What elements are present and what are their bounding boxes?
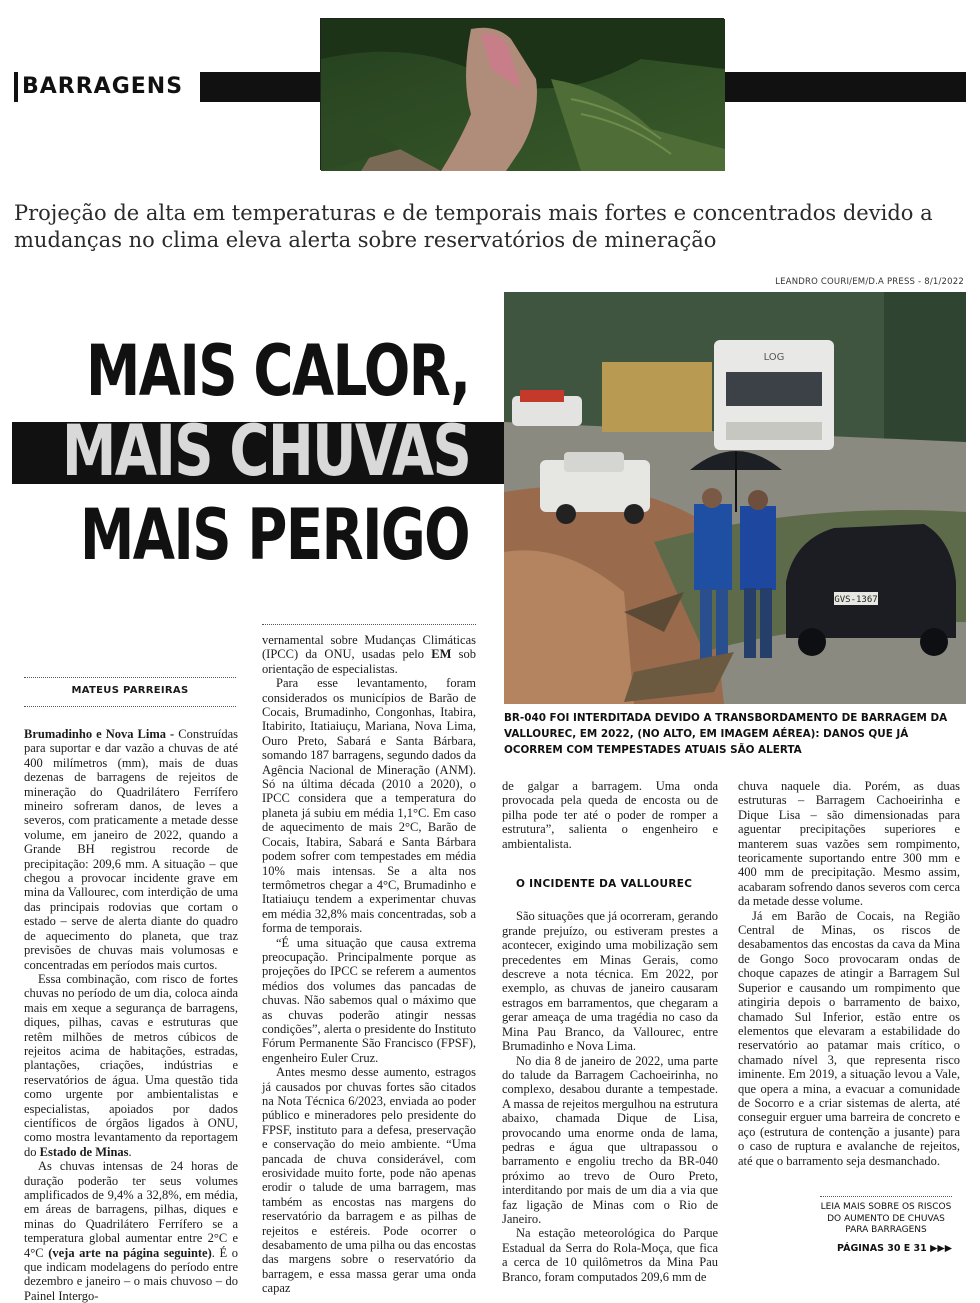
paragraph: No dia 8 de janeiro de 2022, uma parte do talude da Barragem Cachoeirinha, no complexo, desabou durante a tempestade. A massa de rejeitos mergulhou na estrutura abaixo, chamada Dique de Lisa, provocando uma enorme onda de lama, pedras e água que ultrapassou o barramento e engoliu trecho da BR-040 próximo ao trevo de Ouro Preto, interditando por mais de um dia a via que faz ligação de Minas com o Rio de Janeiro. [502,1053,718,1226]
read-more-text: LEIA MAIS SOBRE OS RISCOS DO AUMENTO DE CHUVAS PARA BARRAGENS [820,1202,952,1235]
byline-rule-bottom [24,706,236,707]
body-column-2 [262,633,476,1296]
car-plate: GVS-1367 [834,595,878,605]
paragraph: chuva naquele dia. Porém, as duas estruturas – Barragem Cachoeirinha e Dique Lisa – são dimensionadas para aguentar precipitações superiores e manterem suas vazões sem rompimento, teoricamente suportando entre 300 mm e 400 mm de precipitação. Mesmo assim, acabaram sofrendo danos severos com cerca da metade desse volume. [738,779,960,909]
paragraph: Para esse levantamento, foram considerados os municípios de Barão de Cocais, Brumadinho, Congonhas, Itabira, Itabirito, Itatiaiuçu, Mariana, Nova Lima, Ouro Preto, Sabará e Santa Bárbara, somando 187 barragens, segundo dados da Agência Nacional de Mineração (ANM). Só na última década (2010 a 2020), o IPCC considera que a temperatura do planeta já subiu em média 1,1°C. Em caso de aquecimento de mais 2°C, Barão de Cocais, Itabira, Sabará e Santa Bárbara podem sofrer com tempestades em média 10% mais intensas. Se a alta nos termômetros chegar a 4°C, Brumadinho e Itatiaiuçu tendem a experimentar chuvas em média 32,8% mais concentradas, sob a forma de temporais. [262,676,476,936]
photo-caption: BR-040 FOI INTERDITADA DEVIDO A TRANSBORDAMENTO DE BARRAGEM DA VALLOUREC, EM 2022, (NO ALTO, EM IMAGEM AÉREA): DANOS QUE JÁ OCORREM COM TEMPESTADES ATUAIS SÃO ALERTA [504,712,948,756]
body-column-1 [24,727,238,1303]
byline: MATEUS PARREIRAS [71,685,189,696]
paragraph: São situações que já ocorreram, gerando grande prejuízo, ou estiveram prestes a acontecer, exigindo uma mobilização sem precedentes em Minas Gerais, como descreve a nota técnica. Em 2022, por exemplo, as chuvas de janeiro causaram estragos em barramentos, que chegaram a gerar ameaça de uma tragédia no caso da Mina Pau Branco, da Vallourec, entre Brumadinho e Nova Lima. [502,909,719,1054]
read-more-pages: PÁGINAS 30 E 31 ▶▶▶ [837,1242,952,1254]
see-art-note: (veja arte na página seguinte) [48,1245,212,1260]
newspaper-abbrev: EM [431,647,452,662]
main-photo [504,292,966,704]
section-label: BARRAGENS [22,74,184,99]
paragraph: Já em Barão de Cocais, na Região Central de Minas, os riscos de desabamentos das encostas da cava da Mina de Gongo Soco provocaram ondas de choque capazes de atingir a Barragem Sul Superior e causando um rompimento que atingiria depois o barramento de baixo, chamado Sul Inferior, estão entre os elementos que elevaram a estabilidade do reservatório ao patamar mais crítico, o chamado nível 3, que representa risco iminente. Em 2019, a situação levou a Vale, que opera a mina, a evacuar a comunidade de Socorro e a criar sistemas de alerta, até conseguir erguer uma barreira de concreto e aço (estrutura de contenção a jusante) para o caso de ruptura e avalanche de rejeitos, até que o barramento seja desmanchado. [738,908,960,1168]
subheading: O INCIDENTE DA VALLOUREC [516,878,693,891]
text: . É o que indicam modelagens do período entre dezembro e janeiro – o mais chuvoso – do Painel Intergo- [24,1245,238,1303]
text: Construídas para suportar e dar vazão a chuvas de até 400 milímetros (mm), mais de duas dezenas de barragens de rejeitos de mineração do Quadrilátero Ferrífero mineiro sofreram danos, de leves a severos, com praticamente a metade desse volume, em janeiro de 2022, quando a Grande BH registrou recorde de precipitação: 209,6 mm. A situação – que chegou a provocar incidente grave em mina da Vallourec, com interdição de uma das principais rodovias que cortam o estado – serve de alerta diante do quadro de aquecimento do planeta, que traz previsões de chuvas mais volumosas e concentradas em períodos mais curtos. [24,727,238,972]
paragraph [24,972,238,1159]
paragraph [24,727,238,972]
text: . [128,1144,132,1159]
truck-plate: LOG [763,352,785,363]
byline-rule-top [24,677,236,678]
paragraph [24,1159,238,1303]
text: vernamental sobre Mudanças Climáticas (IPCC) da ONU, usadas pelo [262,633,476,662]
text: sob orientação de especialistas. [262,647,476,676]
read-more-box [820,1202,952,1254]
headline-line-3: MAIS PERIGO [80,494,469,576]
photo-credit: LEANDRO COURI/EM/D.A PRESS - 8/1/2022 [775,277,964,287]
read-more-rule [820,1196,952,1197]
body-column-4 [738,779,960,1168]
paragraph: Na estação meteorológica do Parque Estadual da Serra do Rola-Moça, que fica a cerca de 10 quilômetros da Mina Pau Branco, foram computados 209,6 mm de [502,1226,718,1284]
paragraph: de galgar a barragem. Uma onda provocada pela queda de encosta ou de pilha pode ter até o poder de romper a estrutura”, salienta o engenheiro e ambientalista. [502,779,718,851]
headline-line-2: MAIS CHUVAS [62,410,471,492]
paragraph: Antes mesmo desse aumento, estragos já causados por chuvas fortes são citados na Nota Técnica 6/2023, enviada ao poder público e mineradores pelo presidente do FPSF, instituto para a defesa, preservação e conservação do meio ambiente. “Uma pancada de chuva considerável, com erosividade muito forte, pode não apenas erodir o talude de uma barragem, mas também as encostas nas margens do reservatório da barragem e as pilhas de rejeitos e estéreis. Pode ocorrer o desabamento de uma pilha ou das encostas das margens sobre o reservatório da barragem, e essa massa gerar uma onda capaz [262,1065,476,1296]
column-rule-top [262,624,476,625]
paragraph [262,633,476,676]
deck-subtitle: Projeção de alta em temperaturas e de temporais mais fortes e concentrados devido a mudanças no clima eleva alerta sobre reservatórios de mineração [14,201,933,252]
body-column-3 [502,779,718,1284]
aerial-photo [320,18,724,170]
newspaper-name: Estado de Minas [39,1144,129,1159]
text: As chuvas intensas de 24 horas de duração poderão ter seus volumes amplificados de 9,4% a 32,8%, em média, em áreas de barragens, pilhas, diques e minas do Quadrilátero Ferrífero se a temperatura global aumentar entre 2°C e 4°C [24,1159,238,1260]
headline-line-1: MAIS CALOR, [86,330,470,412]
dateline: Brumadinho e Nova Lima - [24,727,175,741]
paragraph: “É uma situação que causa extrema preocupação. Principalmente porque as projeções do IPCC se referem a aumentos médios dos volumes das pancadas de chuvas. Não sabemos qual o máximo que as chuvas poderão atingir nessas condições”, alerta o presidente do Instituto Fórum Permanente São Francisco (FPSF), engenheiro Euler Cruz. [262,935,476,1065]
text: Essa combinação, com risco de fortes chuvas no período de um dia, coloca ainda mais em xeque a segurança de barragens, diques, pilhas, cavas e estruturas que retêm milhões de metros cúbicos de rejeitos acima de habitações, estradas, plantações, criações, indústrias e reservatórios de água. Uma questão tida como urgente por ambientalistas e especialistas, apoiados por dados científicos de órgãos ligados à ONU, como mostra levantamento da reportagem do [24,971,238,1159]
